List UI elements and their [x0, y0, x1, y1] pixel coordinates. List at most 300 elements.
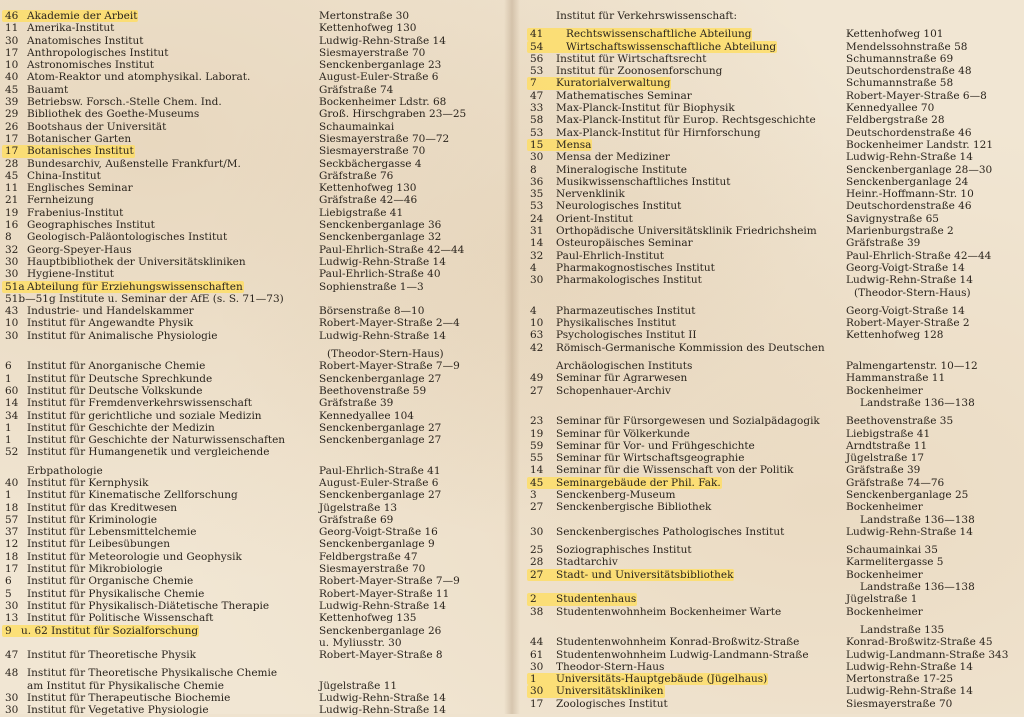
directory-entry [5, 385, 500, 397]
directory-entry [5, 317, 500, 329]
entry-name: Seminar für die Wissenschaft von der Politik [556, 464, 794, 477]
entry-address: Paul-Ehrlich-Straße 41 [319, 464, 441, 477]
directory-entry [5, 575, 500, 587]
directory-entry [530, 274, 1020, 286]
entry-name: Schopenhauer-Archiv [556, 384, 671, 397]
entry-name: Senckenbergische Bibliothek [556, 501, 712, 514]
entry-number: 60 [5, 384, 19, 397]
directory-entry [530, 661, 1020, 673]
entry-name: Institut für Physikalisch-Diätetische Therapie [27, 599, 270, 612]
directory-entry [5, 330, 500, 342]
directory-entry [5, 422, 500, 434]
entry-name: Theodor-Stern-Haus [556, 660, 665, 673]
entry-address: Ludwig-Landmann-Straße 343 [846, 648, 1009, 661]
entry-address: Jügelstraße 11 [319, 679, 398, 692]
entry-address: Senckenberganlage 23 [319, 59, 442, 72]
entry-name: Osteuropäisches Seminar [556, 237, 693, 250]
right-column [530, 10, 1020, 710]
entry-address: Schaumainkai 35 [846, 544, 938, 557]
directory-entry [5, 59, 500, 71]
entry-address: Gräfstraße 42—46 [319, 194, 418, 207]
entry-name: Institut für Theoretische Physik [27, 649, 196, 662]
entry-number: 8 [530, 163, 537, 176]
directory-entry [530, 188, 1020, 200]
entry-address: Landstraße 136—138 [860, 581, 975, 594]
entry-name: Seminar für Wirtschaftsgeographie [556, 452, 745, 465]
directory-entry [5, 22, 500, 34]
entry-name: 51b—51g Institute u. Seminar der AfE (s. S. 71—73) [5, 292, 284, 305]
entry-name: Physikalisches Institut [556, 317, 676, 330]
entry-number: 48 [5, 667, 19, 680]
entry-name: Mathematisches Seminar [556, 89, 692, 102]
entry-name: Institut für gerichtliche und soziale Medizin [27, 409, 262, 422]
directory-entry [530, 581, 1020, 593]
directory-entry [5, 538, 500, 550]
entry-number: 1 [5, 421, 12, 434]
entry-name: Botanischer Garten [27, 132, 132, 145]
entry-address: Kettenhofweg 101 [846, 28, 944, 41]
entry-number: 5 [5, 587, 12, 600]
entry-number: 30 [5, 268, 19, 281]
entry-number: 27 [530, 501, 544, 514]
entry-address: Beethovenstraße 59 [319, 384, 427, 397]
entry-number: 35 [530, 188, 544, 201]
entry-name: Institut für Zoonosenforschung [556, 65, 723, 78]
entry-address: Ludwig-Rehn-Straße 14 [319, 255, 446, 268]
entry-name: Institut für Kernphysik [27, 476, 149, 489]
directory-entry [530, 569, 1020, 581]
entry-address: Ludwig-Rehn-Straße 14 [846, 525, 973, 538]
directory-entry [5, 649, 500, 661]
directory-entry [5, 219, 500, 231]
entry-name: Institut für Lebensmittelchemie [27, 526, 197, 539]
entry-number: 59 [530, 439, 544, 452]
entry-name: Seminargebäude der Phil. Fak. [556, 476, 721, 489]
directory-entry [530, 262, 1020, 274]
entry-number: 27 [530, 568, 544, 581]
entry-address: Robert-Mayer-Straße 2 [846, 317, 970, 330]
entry-number: 10 [5, 317, 19, 330]
entry-address: Schumannstraße 58 [846, 77, 954, 90]
entry-name: Botanisches Institut [27, 145, 134, 158]
entry-name: Institut für Politische Wissenschaft [27, 612, 214, 625]
entry-number: 30 [5, 692, 19, 705]
entry-number: 39 [5, 96, 19, 109]
left-column [5, 10, 500, 717]
entry-address: Palmengartenstr. 10—12 [846, 360, 978, 373]
entry-address: Jügelstraße 13 [319, 501, 398, 514]
entry-name: Mensa der Mediziner [556, 151, 670, 164]
entry-number: 7 [530, 77, 537, 90]
entry-number: 17 [5, 563, 19, 576]
entry-address: (Theodor-Stern-Haus) [327, 348, 444, 361]
entry-number: 40 [5, 476, 19, 489]
entry-name: Institut für Wirtschaftsrecht [556, 52, 707, 65]
entry-address: Mertonstraße 30 [319, 10, 410, 22]
entry-name: Pharmakologisches Institut [556, 274, 702, 287]
entry-number: 47 [5, 649, 19, 662]
directory-entry [5, 410, 500, 422]
entry-number: 40 [5, 71, 19, 84]
entry-name: Institut für Theoretische Physikalische Chemie [27, 667, 278, 680]
entry-number: 56 [530, 52, 544, 65]
entry-number: 18 [5, 501, 19, 514]
entry-address: Robert-Mayer-Straße 7—9 [319, 575, 460, 588]
directory-entry [5, 84, 500, 96]
entry-name: Institut für Physikalische Chemie [27, 587, 205, 600]
entry-address: Groß. Hirschgraben 23—25 [319, 108, 467, 121]
directory-entry [530, 428, 1020, 440]
entry-name: Stadt- und Universitätsbibliothek [556, 568, 734, 581]
entry-name: Geologisch-Paläontologisches Institut [27, 231, 228, 244]
directory-entry [530, 10, 1020, 22]
entry-number: 51a [5, 280, 25, 293]
entry-name: Studentenwohnheim Ludwig-Landmann-Straße [556, 648, 809, 661]
directory-entry [530, 685, 1020, 697]
directory-entry [5, 170, 500, 182]
directory-entry [5, 588, 500, 600]
entry-address: Ludwig-Rehn-Straße 14 [319, 599, 446, 612]
entry-address: Ludwig-Rehn-Straße 14 [846, 685, 973, 698]
entry-name: Universitätskliniken [556, 685, 664, 698]
directory-entry [5, 71, 500, 83]
entry-number: 36 [530, 175, 544, 188]
entry-name: Georg-Speyer-Haus [27, 243, 132, 256]
entry-name: Paul-Ehrlich-Institut [556, 249, 664, 262]
entry-address: Siesmayerstraße 70 [319, 145, 426, 158]
entry-name: Mensa [556, 138, 592, 151]
entry-number: 37 [5, 526, 19, 539]
entry-name: Institut für Vegetative Physiologie [27, 704, 209, 717]
entry-address: Senckenberganlage 26 [319, 624, 442, 637]
entry-name: Institut für Kinematische Zellforschung [27, 489, 238, 502]
entry-address: Senckenberganlage 27 [319, 372, 442, 385]
entry-address: August-Euler-Straße 6 [319, 71, 439, 84]
entry-name: Institut für Fremdenverkehrswissenschaft [27, 397, 253, 410]
entry-name: Stadtarchiv [556, 556, 618, 569]
entry-address: Robert-Mayer-Straße 6—8 [846, 89, 987, 102]
entry-number: 29 [5, 108, 19, 121]
entry-address: Paul-Ehrlich-Straße 40 [319, 268, 441, 281]
entry-name: Senckenbergisches Pathologisches Institut [556, 525, 785, 538]
directory-entry [530, 360, 1020, 372]
entry-number: 4 [530, 261, 537, 274]
entry-name: Bauamt [27, 83, 69, 96]
entry-address: Robert-Mayer-Straße 2—4 [319, 317, 460, 330]
entry-number: 6 [5, 575, 12, 588]
directory-entry [530, 397, 1020, 409]
entry-number: 17 [5, 132, 19, 145]
directory-entry [530, 593, 1020, 605]
entry-address: Liebigstraße 41 [319, 206, 404, 219]
entry-address: Landstraße 136—138 [860, 513, 975, 526]
directory-entry [5, 667, 500, 679]
entry-address: Sophienstraße 1—3 [319, 280, 424, 293]
directory-entry [530, 305, 1020, 317]
entry-number: 26 [5, 120, 19, 133]
entry-name: Industrie- und Handelskammer [27, 305, 194, 318]
entry-name: Institut für Leibesübungen [27, 538, 170, 551]
directory-entry [530, 606, 1020, 618]
entry-number: 30 [530, 525, 544, 538]
entry-name: Universitäts-Hauptgebäude (Jügelhaus) [556, 673, 768, 686]
entry-name: Betriebsw. Forsch.-Stelle Chem. Ind. [27, 96, 222, 109]
entry-address: Deutschordenstraße 48 [846, 65, 972, 78]
entry-name: China-Institut [27, 169, 101, 182]
entry-name: Institut für Organische Chemie [27, 575, 194, 588]
entry-number: 28 [530, 556, 544, 569]
entry-name: Orient-Institut [556, 212, 633, 225]
entry-address: Senckenberganlage 36 [319, 219, 442, 232]
directory-entry [530, 477, 1020, 489]
entry-number: 21 [5, 194, 19, 207]
entry-name: Hauptbibliothek der Universitätskliniken [27, 255, 246, 268]
directory-entry [530, 372, 1020, 384]
entry-number: 43 [5, 305, 19, 318]
entry-name: Kuratorialverwaltung [556, 77, 671, 90]
directory-entry [5, 612, 500, 624]
entry-number: 13 [5, 612, 19, 625]
directory-entry [5, 637, 500, 649]
directory-entry [530, 41, 1020, 53]
directory-entry [530, 636, 1020, 648]
directory-entry [5, 477, 500, 489]
entry-address: Kennedyallee 70 [846, 102, 935, 115]
entry-number: 63 [530, 329, 544, 342]
entry-number: 32 [530, 249, 544, 262]
entry-number: 49 [530, 372, 544, 385]
entry-name: Institut für Geschichte der Naturwissenschaften [27, 434, 286, 447]
directory-entry [530, 164, 1020, 176]
entry-name: Institut für Animalische Physiologie [27, 329, 218, 342]
directory-entry [530, 673, 1020, 685]
directory-entry [5, 47, 500, 59]
entry-address: Ludwig-Rehn-Straße 14 [319, 34, 446, 47]
entry-number: 30 [530, 151, 544, 164]
directory-entry [5, 182, 500, 194]
entry-address: Gräfstraße 74 [319, 83, 394, 96]
entry-number: 15 [530, 138, 544, 151]
entry-address: Bockenheimer Ldstr. 68 [319, 96, 447, 109]
directory-entry [530, 489, 1020, 501]
directory-entry [5, 680, 500, 692]
entry-name: Anatomisches Institut [27, 34, 144, 47]
entry-address: Gräfstraße 39 [319, 397, 394, 410]
directory-entry [530, 250, 1020, 262]
entry-number: 42 [530, 341, 544, 354]
entry-number: 30 [5, 255, 19, 268]
entry-address: Savignystraße 65 [846, 212, 939, 225]
entry-address: Paul-Ehrlich-Straße 42—44 [319, 243, 465, 256]
entry-number: 55 [530, 452, 544, 465]
directory-entry [5, 489, 500, 501]
directory-entry [5, 446, 500, 458]
entry-number: 53 [530, 200, 544, 213]
entry-number: 30 [5, 704, 19, 717]
entry-number: 9 [5, 624, 12, 637]
directory-entry [5, 268, 500, 280]
entry-name: Institut für Angewandte Physik [27, 317, 194, 330]
entry-name: Archäologischen Instituts [556, 360, 693, 373]
entry-number: 30 [530, 274, 544, 287]
entry-number: 14 [5, 397, 19, 410]
directory-entry [530, 176, 1020, 188]
directory-entry [5, 551, 500, 563]
directory-entry [5, 35, 500, 47]
directory-entry [530, 452, 1020, 464]
directory-entry [530, 514, 1020, 526]
entry-name: Astronomisches Institut [27, 59, 154, 72]
directory-entry [5, 10, 500, 22]
entry-name: Musikwissenschaftliches Institut [556, 175, 731, 188]
entry-name: Pharmakognostisches Institut [556, 261, 715, 274]
entry-number: 12 [5, 538, 19, 551]
entry-address: Gräfstraße 39 [846, 464, 921, 477]
entry-number: 1 [5, 372, 12, 385]
entry-number: 57 [5, 513, 19, 526]
entry-name: Bootshaus der Universität [27, 120, 167, 133]
entry-address: Senckenberganlage 27 [319, 421, 442, 434]
entry-address: Senckenberganlage 27 [319, 489, 442, 502]
entry-address: Ludwig-Rehn-Straße 14 [846, 274, 973, 287]
entry-number: 53 [530, 126, 544, 139]
entry-address: Bockenheimer [846, 568, 923, 581]
entry-address: Bockenheimer [846, 501, 923, 514]
directory-entry [530, 213, 1020, 225]
entry-name: Akademie der Arbeit [27, 10, 138, 22]
entry-name: u. 62 Institut für Sozialforschung [21, 624, 199, 637]
directory-entry [5, 692, 500, 704]
entry-name: Frabenius-Institut [27, 206, 124, 219]
entry-address: Kennedyallee 104 [319, 409, 414, 422]
entry-address: Marienburgstraße 2 [846, 225, 954, 238]
entry-number: 11 [5, 22, 19, 35]
entry-number: 38 [530, 605, 544, 618]
entry-number: 30 [5, 329, 19, 342]
entry-name: Studentenwohnheim Konrad-Broßwitz-Straße [556, 636, 800, 649]
entry-name: Max-Planck-Institut für Hirnforschung [556, 126, 761, 139]
directory-entry [530, 102, 1020, 114]
directory-entry [5, 281, 500, 293]
entry-address: Liebigstraße 41 [846, 427, 931, 440]
entry-address: Deutschordenstraße 46 [846, 126, 972, 139]
entry-name: Institut für Meteorologie und Geophysik [27, 550, 242, 563]
entry-address: Ludwig-Rehn-Straße 14 [846, 660, 973, 673]
entry-address: Karmelitergasse 5 [846, 556, 944, 569]
directory-entry [530, 649, 1020, 661]
directory-entry [5, 158, 500, 170]
directory-entry [5, 514, 500, 526]
entry-number: 30 [530, 660, 544, 673]
entry-address: Bockenheimer Landstr. 121 [846, 138, 994, 151]
directory-entry [5, 96, 500, 108]
entry-address: Jügelstraße 1 [846, 593, 918, 606]
entry-name: Seminar für Völkerkunde [556, 427, 690, 440]
entry-name: Institut für Therapeutische Biochemie [27, 692, 231, 705]
directory-entry [530, 526, 1020, 538]
entry-address: Schaumainkai [319, 120, 395, 133]
entry-address: Senckenberganlage 28—30 [846, 163, 993, 176]
entry-address: Feldbergstraße 28 [846, 114, 945, 127]
entry-address: Gräfstraße 69 [319, 513, 394, 526]
directory-entry [5, 207, 500, 219]
entry-address: Ludwig-Rehn-Straße 14 [846, 151, 973, 164]
entry-name: Institut für Geschichte der Medizin [27, 421, 215, 434]
entry-address: Gräfstraße 39 [846, 237, 921, 250]
directory-entry [5, 526, 500, 538]
entry-number: 17 [530, 697, 544, 710]
entry-address: Georg-Voigt-Straße 14 [846, 261, 965, 274]
entry-name: Soziographisches Institut [556, 544, 692, 557]
entry-name: Abteilung für Erziehungswissenschaften [27, 280, 243, 293]
page-fold [504, 0, 520, 714]
entry-address: Börsenstraße 8—10 [319, 305, 425, 318]
entry-address: Ludwig-Rehn-Straße 14 [319, 329, 446, 342]
directory-entry [530, 624, 1020, 636]
entry-name: Institut für Verkehrswissenschaft: [556, 10, 738, 22]
entry-address: Arndtstraße 11 [846, 439, 928, 452]
entry-number: 14 [530, 237, 544, 250]
entry-number: 25 [530, 544, 544, 557]
entry-name: Zoologisches Institut [556, 697, 668, 710]
entry-number: 6 [5, 360, 12, 373]
entry-name: Englisches Seminar [27, 182, 133, 195]
entry-number: 32 [5, 243, 19, 256]
entry-number: 24 [530, 212, 544, 225]
entry-address: August-Euler-Straße 6 [319, 476, 439, 489]
directory-entry [5, 704, 500, 716]
entry-name: Institut für Anorganische Chemie [27, 360, 206, 373]
entry-name: Hygiene-Institut [27, 268, 114, 281]
directory-entry [530, 225, 1020, 237]
directory-entry [5, 465, 500, 477]
entry-address: Robert-Mayer-Straße 8 [319, 649, 443, 662]
entry-address: (Theodor-Stern-Haus) [854, 286, 971, 299]
entry-address: Kettenhofweg 128 [846, 329, 944, 342]
entry-number: 41 [530, 28, 544, 41]
entry-address: Hammanstraße 11 [846, 372, 946, 385]
directory-entry [530, 385, 1020, 397]
directory-entry [530, 440, 1020, 452]
entry-address: Heinr.-Hoffmann-Str. 10 [846, 188, 974, 201]
entry-address: Kettenhofweg 130 [319, 182, 417, 195]
directory-entry [530, 544, 1020, 556]
entry-number: 30 [5, 34, 19, 47]
entry-address: Bockenheimer [846, 384, 923, 397]
entry-name: Mineralogische Institute [556, 163, 687, 176]
entry-number: 8 [5, 231, 12, 244]
directory-entry [5, 434, 500, 446]
entry-address: Konrad-Broßwitz-Straße 45 [846, 636, 993, 649]
entry-number: 30 [5, 599, 19, 612]
directory-entry [5, 256, 500, 268]
entry-address: Bockenheimer [846, 605, 923, 618]
entry-address: Senckenberganlage 25 [846, 488, 969, 501]
entry-number: 45 [530, 476, 544, 489]
entry-number: 53 [530, 65, 544, 78]
entry-number: 3 [530, 488, 537, 501]
entry-number: 18 [5, 550, 19, 563]
directory-entry [530, 114, 1020, 126]
entry-number: 16 [5, 219, 19, 232]
entry-address: Siesmayerstraße 70—72 [319, 132, 450, 145]
directory-entry [5, 121, 500, 133]
entry-name: Institut für Mikrobiologie [27, 563, 163, 576]
entry-number: 44 [530, 636, 544, 649]
entry-number: 1 [5, 434, 12, 447]
entry-address: Jügelstraße 17 [846, 452, 925, 465]
entry-number: 58 [530, 114, 544, 127]
